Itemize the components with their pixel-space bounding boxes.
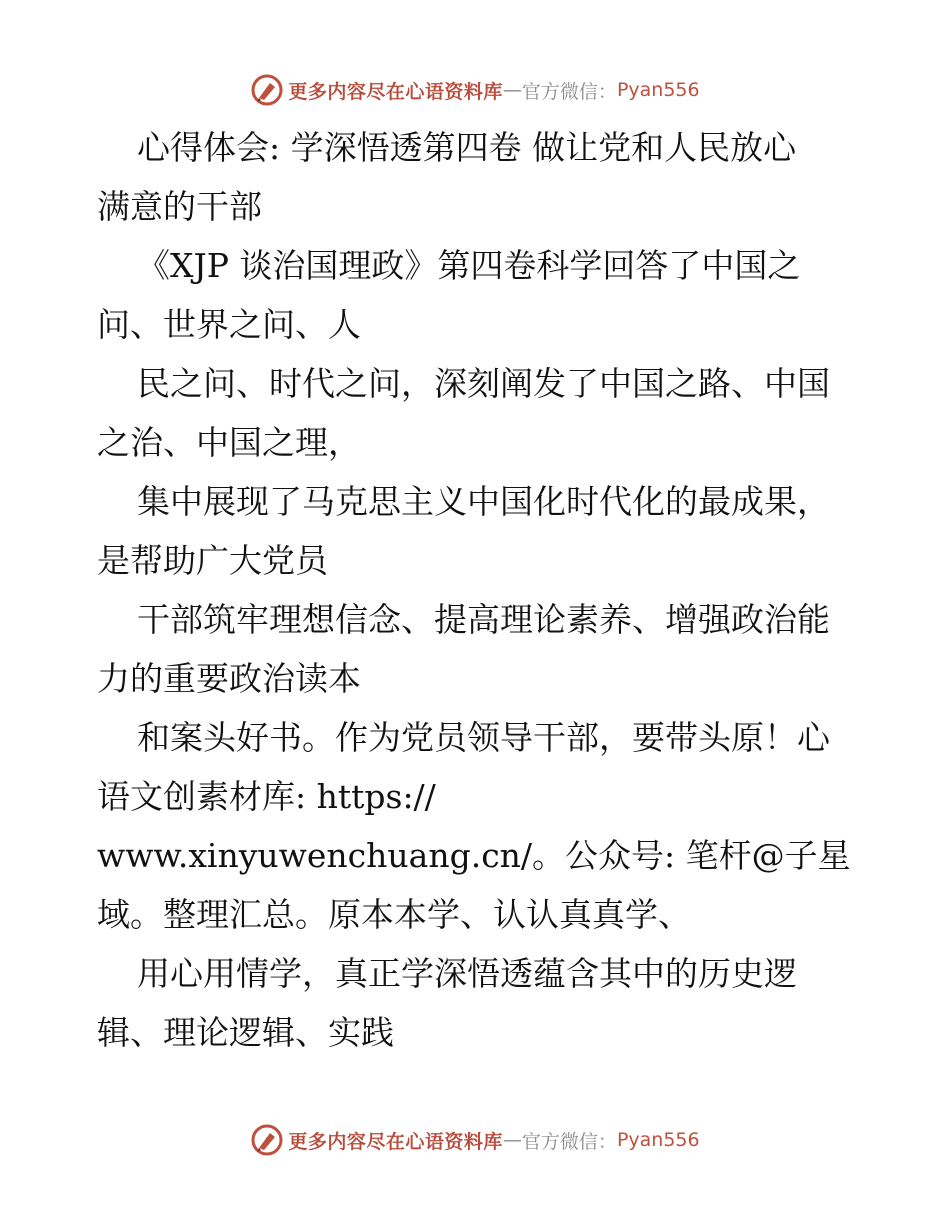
banner-wechat-label: 官方微信： [521,1130,617,1153]
document-body [97,118,857,1062]
text-line: 辑、理论逻辑、实践 [97,1013,394,1052]
text-line: 域。整理汇总。原本本学、认认真真学、 [97,895,691,934]
text-line: 问、世界之问、人 [97,305,361,344]
text-line: 《XJP 谈治国理政》第四卷科学回答了中国之 [137,246,801,285]
text-line: 干部筑牢理想信念、提高理论素养、增强政治能 [137,600,830,639]
footer-watermark-banner [0,1120,950,1160]
text-line: 心得体会: 学深悟透第四卷 做让党和人民放心 [137,128,797,167]
banner-slogan: 更多内容尽在心语资料库 [288,1130,503,1153]
banner-separator: — [502,1129,522,1151]
banner-wechat-id: Pyan556 [616,1129,700,1151]
text-line: 满意的干部 [97,187,262,226]
text-line: 和案头好书。作为党员领导干部，要带头原！心 [137,718,830,757]
text-line: 民之问、时代之问，深刻阐发了中国之路、中国 [137,364,830,403]
text-line: 用心用情学，真正学深悟透蕴含其中的历史逻 [137,954,797,993]
header-watermark-banner [0,70,950,110]
text-line: 是帮助广大党员 [97,541,328,580]
banner-wechat-label: 官方微信： [521,80,617,103]
text-line: 之治、中国之理， [97,423,361,462]
pen-logo-icon [250,1123,284,1157]
banner-slogan: 更多内容尽在心语资料库 [288,80,503,103]
text-line: 语文创素材库: https:// [97,777,436,816]
text-line: 力的重要政治读本 [97,659,361,698]
text-line: 集中展现了马克思主义中国化时代化的最成果， [137,482,830,521]
banner-separator: — [502,79,522,101]
text-line: www.xinyuwenchuang.cn/。公众号: 笔杆@子星 [97,836,851,875]
pen-logo-icon [250,73,284,107]
banner-wechat-id: Pyan556 [616,79,700,101]
